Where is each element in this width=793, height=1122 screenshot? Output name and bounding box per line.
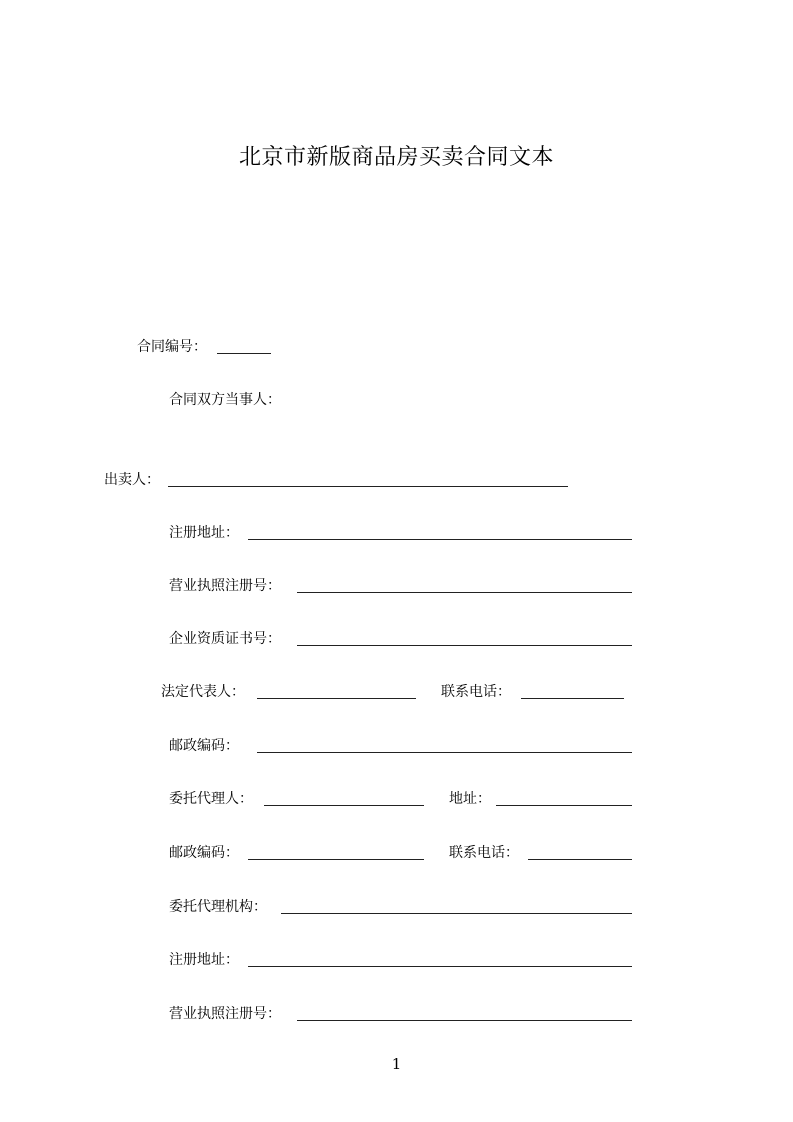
agency-row	[169, 896, 267, 918]
postcode-label-2: 邮政编码：	[169, 845, 239, 861]
business-license-row	[169, 575, 281, 597]
qualification-cert-row	[169, 628, 281, 650]
phone-blank-1[interactable]	[521, 698, 624, 699]
agency-blank[interactable]	[281, 913, 632, 914]
business-license-label: 营业执照注册号：	[169, 578, 281, 594]
agency-label: 委托代理机构：	[169, 899, 267, 915]
business-license-label-2: 营业执照注册号：	[169, 1006, 281, 1022]
registered-address-blank-2[interactable]	[248, 966, 632, 967]
postcode-row-2	[169, 842, 239, 864]
document-title: 北京市新版商品房买卖合同文本	[238, 145, 554, 170]
business-license-row-2	[169, 1003, 281, 1025]
postcode-row-1	[169, 735, 239, 757]
registered-address-label-2: 注册地址：	[169, 952, 239, 968]
agent-row	[169, 788, 253, 810]
agent-label: 委托代理人：	[169, 791, 253, 807]
phone-label-2: 联系电话：	[449, 845, 519, 861]
seller-label: 出卖人：	[104, 472, 160, 488]
registered-address-blank[interactable]	[248, 539, 632, 540]
contract-number-label: 合同编号：	[137, 339, 207, 355]
contract-number-row	[137, 336, 207, 358]
address-blank[interactable]	[496, 805, 632, 806]
registered-address-row	[169, 522, 239, 544]
phone-row-2	[449, 842, 519, 864]
parties-heading: 合同双方当事人：	[169, 392, 281, 408]
seller-blank[interactable]	[168, 486, 568, 487]
registered-address-row-2	[169, 949, 239, 971]
contract-number-blank[interactable]	[217, 353, 271, 354]
legal-rep-row	[161, 681, 245, 703]
seller-row	[104, 469, 160, 491]
postcode-label-1: 邮政编码：	[169, 738, 239, 754]
postcode-blank-2[interactable]	[248, 859, 424, 860]
legal-rep-blank[interactable]	[257, 698, 416, 699]
legal-rep-label: 法定代表人：	[161, 684, 245, 700]
address-row	[449, 788, 491, 810]
registered-address-label: 注册地址：	[169, 525, 239, 541]
phone-blank-2[interactable]	[528, 859, 632, 860]
qualification-cert-label: 企业资质证书号：	[169, 631, 281, 647]
address-label: 地址：	[449, 791, 491, 807]
qualification-cert-blank[interactable]	[297, 645, 632, 646]
business-license-blank[interactable]	[297, 592, 632, 593]
postcode-blank-1[interactable]	[257, 752, 632, 753]
phone-row-1	[441, 681, 511, 703]
page-number: 1	[391, 1055, 402, 1073]
phone-label-1: 联系电话：	[441, 684, 511, 700]
business-license-blank-2[interactable]	[297, 1020, 632, 1021]
agent-blank[interactable]	[264, 805, 424, 806]
